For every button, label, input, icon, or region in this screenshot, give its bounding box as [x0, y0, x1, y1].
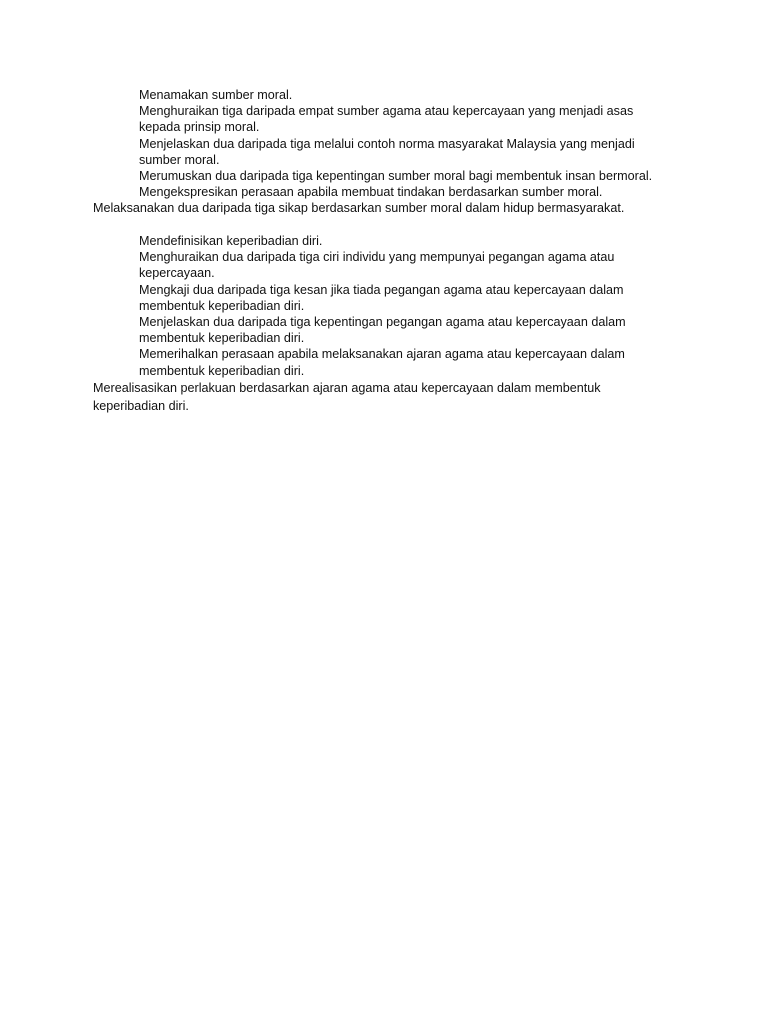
list-item: Menghuraikan tiga daripada empat sumber agama atau kepercayaan yang menjadi asas kepada prinsip moral. — [139, 104, 634, 135]
list-item: Menjelaskan dua daripada tiga melalui contoh norma masyarakat Malaysia yang menjadi sumber moral. — [139, 136, 635, 167]
list-item: Mengkaji dua daripada tiga kesan jika tiada pegangan agama atau kepercayaan dalam membentuk keperibadian diri. — [139, 282, 624, 313]
closing-statement: Merealisasikan perlakuan berdasarkan ajaran agama atau kepercayaan dalam membentuk keperibadian diri. — [93, 380, 601, 413]
list-item: Menghuraikan dua daripada tiga ciri individu yang mempunyai pegangan agama atau kepercayaan. — [139, 250, 615, 281]
list-item: Merumuskan dua daripada tiga kepentingan sumber moral bagi membentuk insan bermoral. — [139, 169, 653, 184]
section-sumber-moral — [93, 87, 693, 217]
list-item: Mendefinisikan keperibadian diri. — [139, 234, 323, 248]
section-keperibadian-diri — [93, 233, 693, 415]
list-item: Menjelaskan dua daripada tiga kepentingan pegangan agama atau kepercayaan dalam membentuk keperibadian diri. — [139, 315, 626, 346]
list-item: Menamakan sumber moral. — [139, 88, 293, 102]
list-item: Mengekspresikan perasaan apabila membuat tindakan berdasarkan sumber moral. — [139, 185, 603, 200]
list-item: Memerihalkan perasaan apabila melaksanakan ajaran agama atau kepercayaan dalam membentuk keperibadian diri. — [139, 347, 625, 378]
closing-statement: Melaksanakan dua daripada tiga sikap berdasarkan sumber moral dalam hidup bermasyarakat. — [93, 201, 625, 216]
